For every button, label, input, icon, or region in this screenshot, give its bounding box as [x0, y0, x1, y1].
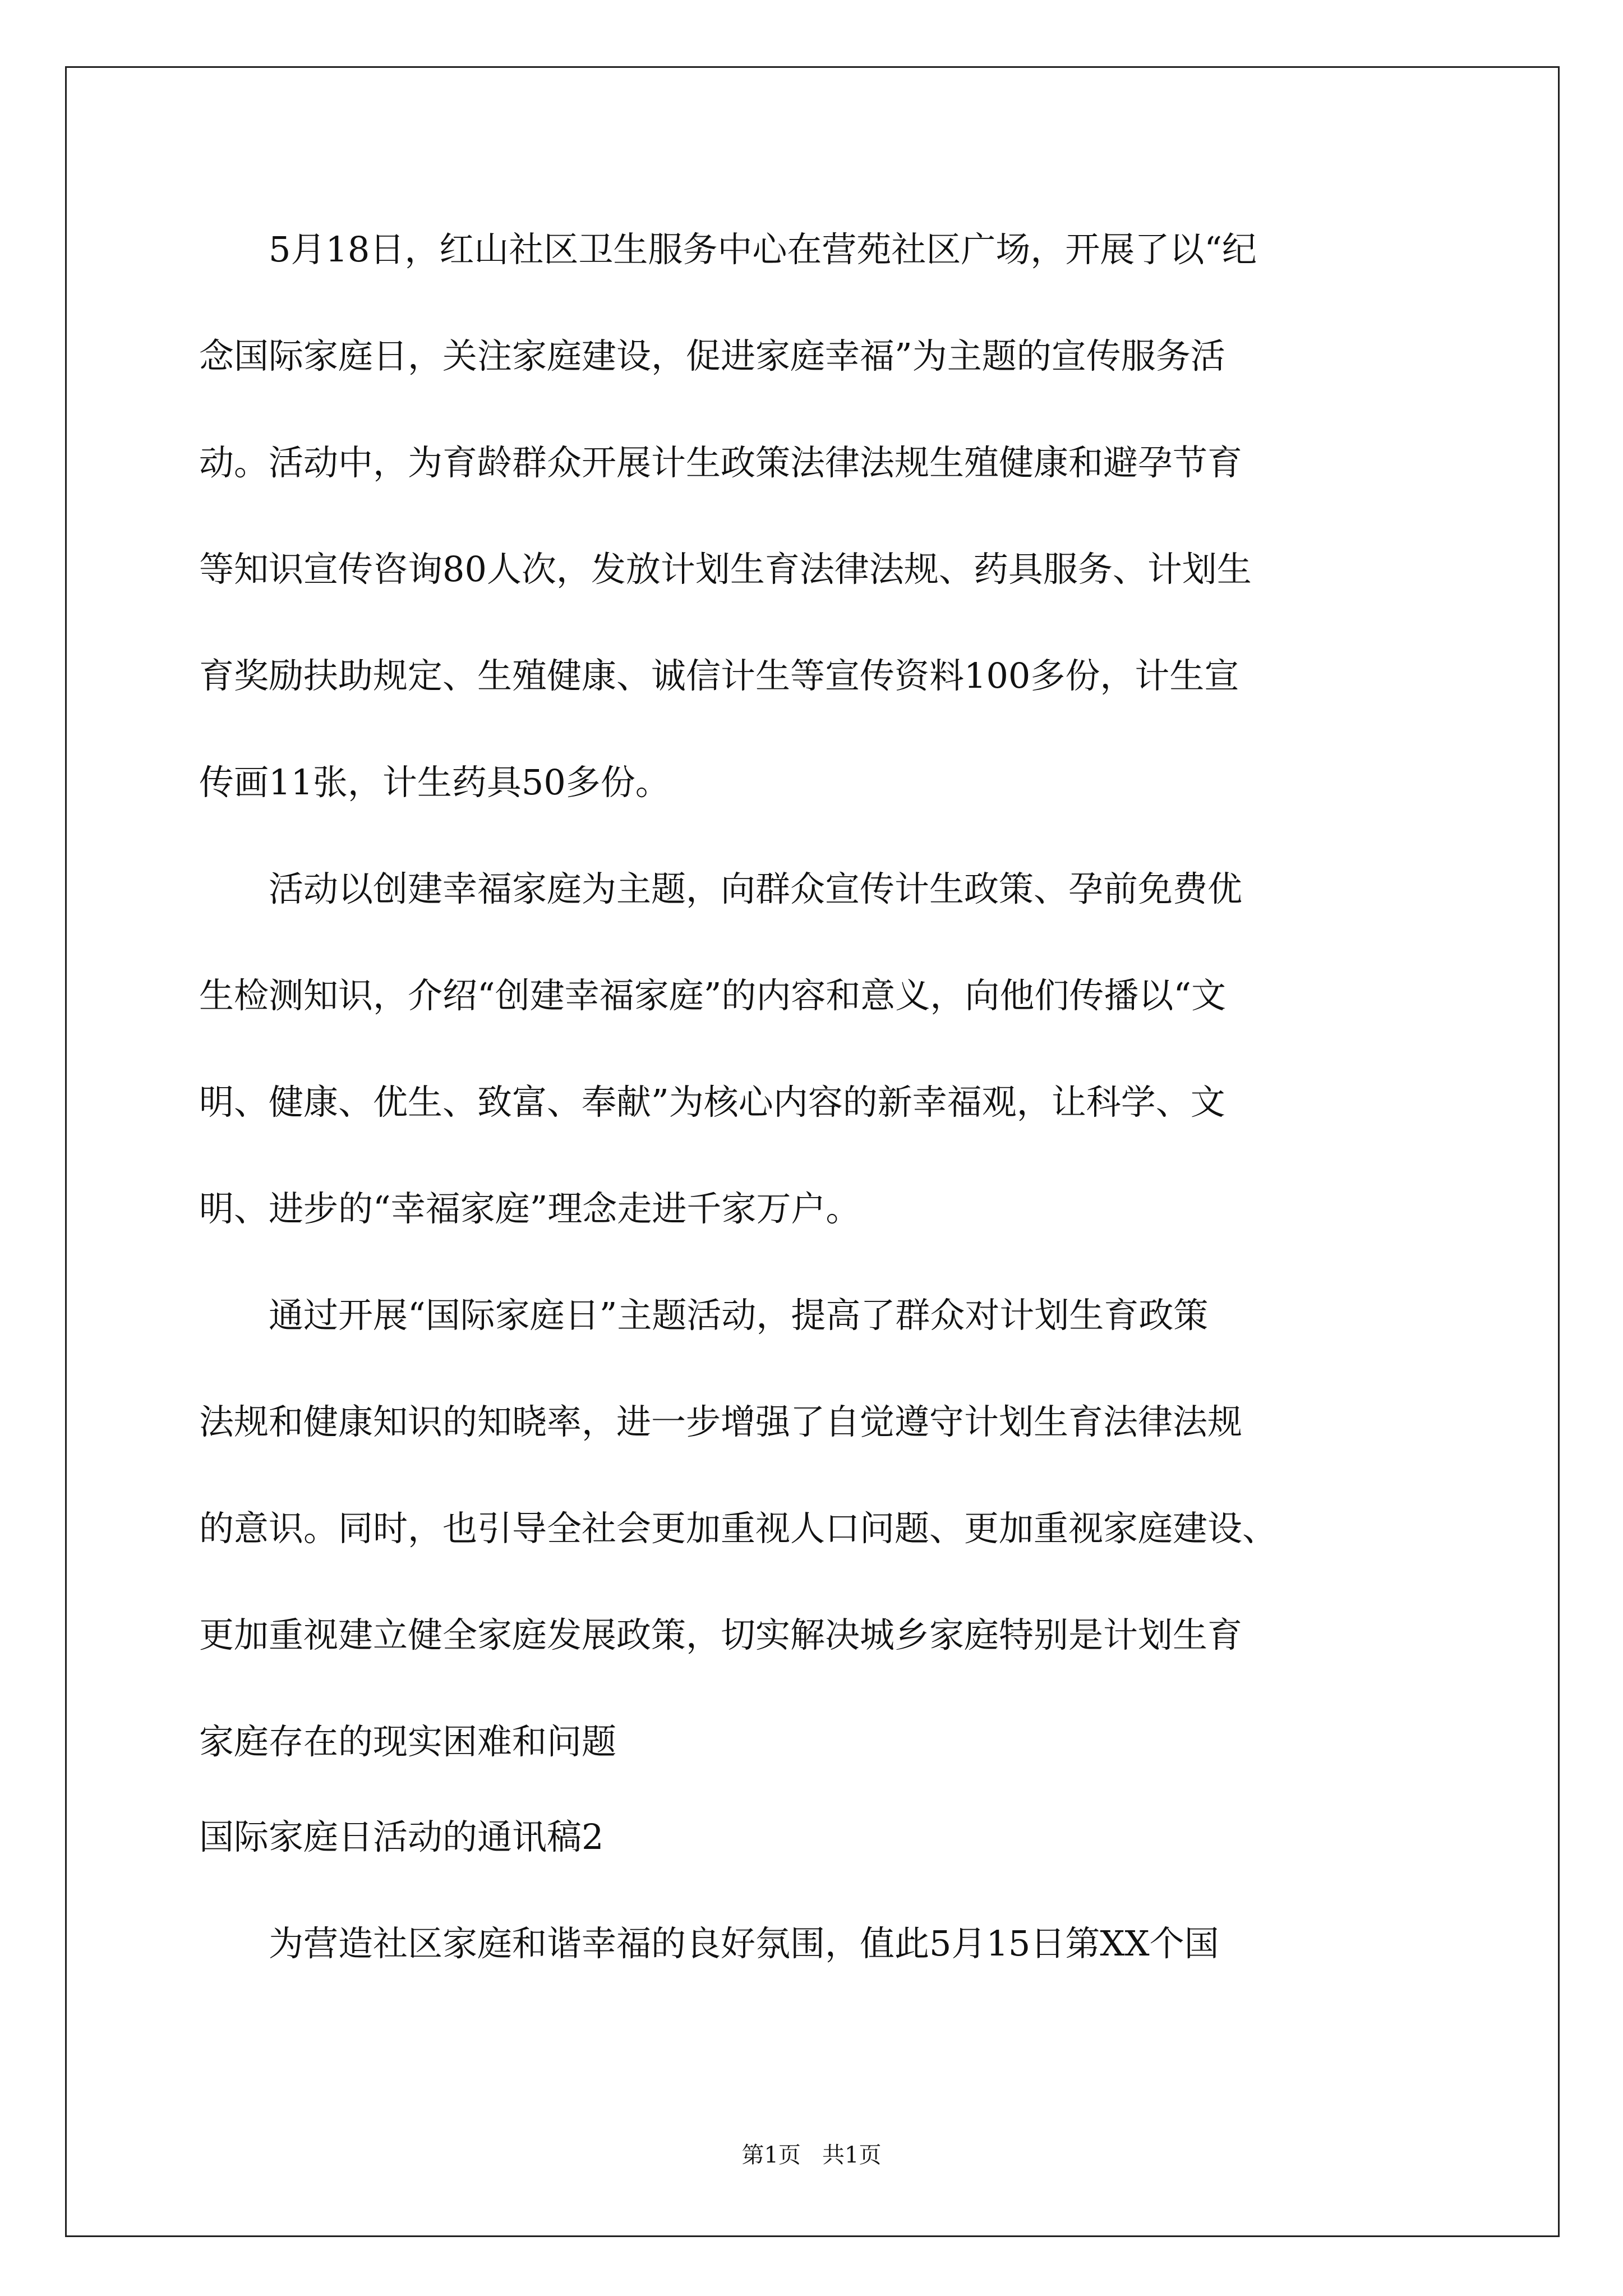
text-line: 等知识宣传咨询80人次，发放计划生育法律法规、药具服务、计划生	[199, 549, 1252, 590]
text-line: 通过开展“国际家庭日”主题活动，提高了群众对计划生育政策	[199, 1295, 1209, 1336]
text-line: 的意识。同时，也引导全社会更加重视人口问题、更加重视家庭建设、	[199, 1508, 1278, 1549]
text-line: 念国际家庭日，关注家庭建设，促进家庭幸福”为主题的宣传服务活	[199, 335, 1225, 376]
text-line: 明、进步的“幸福家庭”理念走进千家万户。	[199, 1188, 861, 1229]
text-line: 传画11张，计生药具50多份。	[199, 762, 670, 803]
text-line: 育奖励扶助规定、生殖健康、诚信计生等宣传资料100多份，计生宣	[199, 655, 1239, 696]
text-line: 法规和健康知识的知晓率，进一步增强了自觉遵守计划生育法律法规	[199, 1401, 1243, 1442]
text-line: 动。活动中，为育龄群众开展计生政策法律法规生殖健康和避孕节育	[199, 442, 1243, 483]
page-border	[65, 66, 1560, 2237]
text-line: 家庭存在的现实困难和问题	[199, 1721, 617, 1762]
text-line: 5月18日，红山社区卫生服务中心在营苑社区广场，开展了以“纪	[199, 229, 1257, 270]
text-line: 生检测知识，介绍“创建幸福家庭”的内容和意义，向他们传播以“文	[199, 975, 1227, 1016]
text-line: 更加重视建立健全家庭发展政策，切实解决城乡家庭特别是计划生育	[199, 1614, 1243, 1655]
text-line: 活动以创建幸福家庭为主题，向群众宣传计生政策、孕前免费优	[199, 868, 1243, 909]
text-line: 明、健康、优生、致富、奉献”为核心内容的新幸福观，让科学、文	[199, 1082, 1225, 1122]
section-heading: 国际家庭日活动的通讯稿2	[199, 1816, 604, 1857]
text-line: 为营造社区家庭和谐幸福的良好氛围，值此5月15日第XX个国	[199, 1923, 1219, 1964]
page-number-footer: 第1页 共1页	[741, 2142, 882, 2168]
